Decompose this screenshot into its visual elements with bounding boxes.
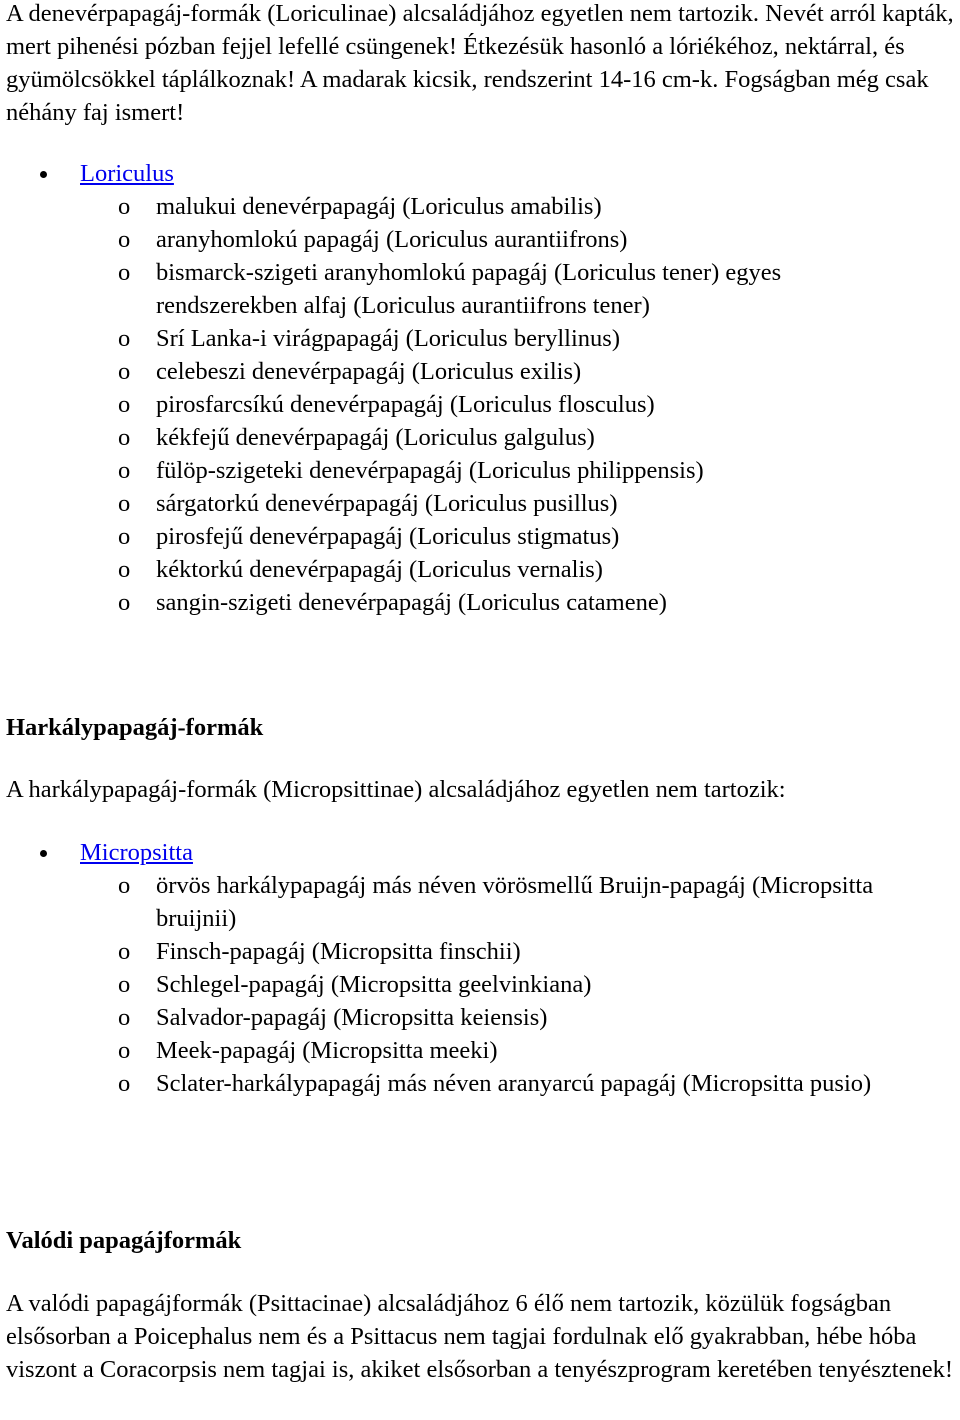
- circle-bullet-icon: o: [118, 358, 131, 385]
- circle-bullet-icon: o: [118, 391, 131, 418]
- genus-item-loriculus: [0, 157, 960, 190]
- genus-link-loriculus[interactable]: Loriculus: [80, 160, 174, 187]
- circle-bullet-icon: o: [118, 325, 131, 352]
- list-item: o celebeszi denevérpapagáj (Loriculus exilis): [0, 355, 960, 388]
- list-item: o örvös harkálypapagáj más néven vörösmellű Bruijn-papagáj (Micropsitta bruijnii): [0, 869, 960, 935]
- list-item: o fülöp-szigeteki denevérpapagáj (Loriculus philippensis): [0, 454, 960, 487]
- list-item: o aranyhomlokú papagáj (Loriculus aurantiifrons): [0, 223, 960, 256]
- list-item: o Schlegel-papagáj (Micropsitta geelvinkiana): [0, 968, 960, 1001]
- list-item: o Sclater-harkálypapagáj más néven aranyarcú papagáj (Micropsitta pusio): [0, 1067, 960, 1100]
- section-heading-harkaly: Harkálypapagáj-formák: [6, 714, 264, 741]
- list-item: o Finsch-papagáj (Micropsitta finschii): [0, 935, 960, 968]
- circle-bullet-icon: o: [118, 1037, 131, 1064]
- circle-bullet-icon: o: [118, 556, 131, 583]
- circle-bullet-icon: o: [118, 457, 131, 484]
- circle-bullet-icon: o: [118, 193, 131, 220]
- micropsitta-species-list: [0, 869, 960, 1100]
- intro-paragraph: A denevérpapagáj-formák (Loriculinae) alcsaládjához egyetlen nem tartozik. Nevét arról kapták, mert pihenési pózban fejjel lefellé csüngenek! Étkezésük hasonló a lóriékéhoz, nektárral, és gyümölcsökkel táplálkoznak! A madarak kicsik, rendszerint 14-16 cm-k. Fogságban még csak néhány faj ismert!: [6, 0, 954, 126]
- bullet-icon: [40, 171, 47, 178]
- circle-bullet-icon: o: [118, 872, 131, 899]
- circle-bullet-icon: o: [118, 424, 131, 451]
- list-item: o Meek-papagáj (Micropsitta meeki): [0, 1034, 960, 1067]
- list-item: o pirosfejű denevérpapagáj (Loriculus stigmatus): [0, 520, 960, 553]
- loriculus-species-list: [0, 190, 960, 619]
- circle-bullet-icon: o: [118, 259, 131, 286]
- list-item: o Srí Lanka-i virágpapagáj (Loriculus beryllinus): [0, 322, 960, 355]
- list-item: o sárgatorkú denevérpapagáj (Loriculus pusillus): [0, 487, 960, 520]
- list-item: o kéktorkú denevérpapagáj (Loriculus vernalis): [0, 553, 960, 586]
- genus-link-micropsitta[interactable]: Micropsitta: [80, 839, 193, 866]
- valodi-paragraph: A valódi papagájformák (Psittacinae) alcsaládjához 6 élő nem tartozik, közülük fogságban elsősorban a Poicephalus nem és a Psittacus nem tagjai fordulnak elő gyakrabban, hébe hóba viszont a Coracorpsis nem tagjai is, akiket elsősorban a tenyészprogram keretében tenyésztenek!: [6, 1290, 953, 1383]
- list-item: o Salvador-papagáj (Micropsitta keiensis): [0, 1001, 960, 1034]
- list-item: o malukui denevérpapagáj (Loriculus amabilis): [0, 190, 960, 223]
- list-item: o pirosfarcsíkú denevérpapagáj (Loriculus flosculus): [0, 388, 960, 421]
- circle-bullet-icon: o: [118, 1004, 131, 1031]
- harkaly-intro-paragraph: A harkálypapagáj-formák (Micropsittinae) alcsaládjához egyetlen nem tartozik:: [6, 776, 786, 803]
- bullet-icon: [40, 850, 47, 857]
- circle-bullet-icon: o: [118, 589, 131, 616]
- genus-item-micropsitta: [0, 836, 960, 869]
- list-item: o sangin-szigeti denevérpapagáj (Loriculus catamene): [0, 586, 960, 619]
- circle-bullet-icon: o: [118, 971, 131, 998]
- circle-bullet-icon: o: [118, 523, 131, 550]
- circle-bullet-icon: o: [118, 226, 131, 253]
- circle-bullet-icon: o: [118, 1070, 131, 1097]
- section-heading-valodi: Valódi papagájformák: [6, 1227, 242, 1254]
- circle-bullet-icon: o: [118, 490, 131, 517]
- list-item: o bismarck-szigeti aranyhomlokú papagáj (Loriculus tener) egyes rendszerekben alfaj (Loriculus aurantiifrons tener): [0, 256, 960, 322]
- circle-bullet-icon: o: [118, 938, 131, 965]
- list-item: o kékfejű denevérpapagáj (Loriculus galgulus): [0, 421, 960, 454]
